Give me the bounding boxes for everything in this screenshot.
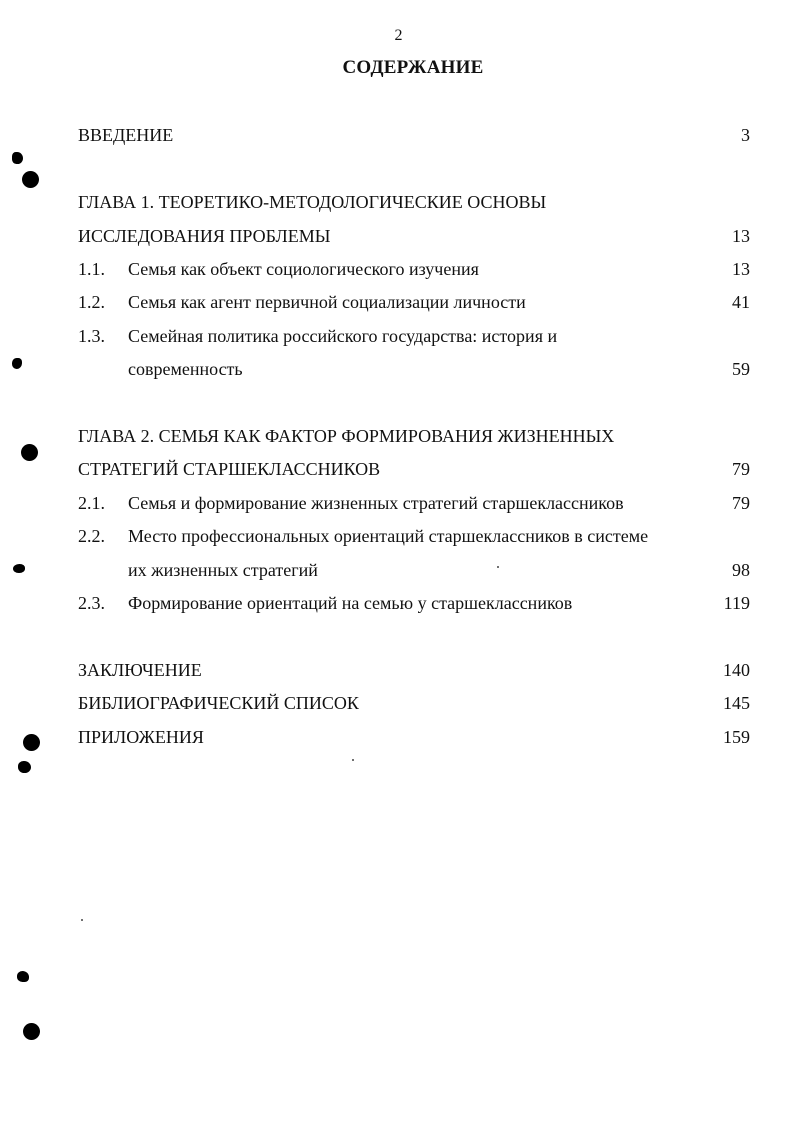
toc-chapter-label: СТРАТЕГИЙ СТАРШЕКЛАССНИКОВ bbox=[78, 459, 381, 479]
scan-blot bbox=[18, 761, 31, 773]
scan-speck bbox=[352, 759, 354, 761]
toc-chapter-2-heading-line-1[interactable] bbox=[78, 423, 750, 449]
toc-section-2-1[interactable] bbox=[78, 490, 750, 516]
scan-blot bbox=[13, 564, 25, 573]
toc-section-label: Формирование ориентаций на семью у старшеклассников bbox=[128, 593, 573, 613]
toc-section-label: Семейная политика российского государства: история и bbox=[128, 326, 558, 346]
toc-section-label: их жизненных стратегий bbox=[128, 560, 318, 580]
toc-section-number: 2.2. bbox=[78, 526, 105, 546]
toc-entry-page: 98 bbox=[732, 560, 750, 580]
scan-blot bbox=[17, 971, 29, 982]
toc-entry-page: 41 bbox=[732, 292, 750, 312]
toc-entry-page: 79 bbox=[732, 493, 750, 513]
punch-hole bbox=[21, 444, 38, 461]
toc-entry-bibliography[interactable] bbox=[78, 690, 750, 716]
scan-blot bbox=[12, 358, 22, 369]
toc-section-1-3-line-2[interactable] bbox=[78, 356, 750, 382]
toc-section-label: Место профессиональных ориентаций старшеклассников в системе bbox=[128, 526, 649, 546]
toc-section-label: Семья и формирование жизненных стратегий старшеклассников bbox=[128, 493, 624, 513]
toc-section-2-3[interactable] bbox=[78, 590, 750, 616]
punch-hole bbox=[22, 171, 39, 188]
toc-entry-page: 145 bbox=[723, 693, 750, 713]
toc-chapter-label: ГЛАВА 1. ТЕОРЕТИКО-МЕТОДОЛОГИЧЕСКИЕ ОСНОВЫ bbox=[78, 192, 547, 212]
toc-entry-page: 13 bbox=[732, 259, 750, 279]
toc-section-label: современность bbox=[128, 359, 243, 379]
toc-section-2-2-line-1[interactable] bbox=[78, 523, 750, 549]
toc-entry-conclusion[interactable] bbox=[78, 657, 750, 683]
toc-entry-page: 159 bbox=[723, 727, 750, 747]
toc-entry-label: ЗАКЛЮЧЕНИЕ bbox=[78, 660, 202, 680]
toc-section-1-1[interactable] bbox=[78, 256, 750, 282]
toc-chapter-label: ИССЛЕДОВАНИЯ ПРОБЛЕМЫ bbox=[78, 226, 331, 246]
toc-section-number: 1.2. bbox=[78, 292, 105, 312]
toc-section-2-2-line-2[interactable] bbox=[78, 557, 750, 583]
toc-section-1-2[interactable] bbox=[78, 289, 750, 315]
toc-chapter-label: ГЛАВА 2. СЕМЬЯ КАК ФАКТОР ФОРМИРОВАНИЯ ЖИЗНЕННЫХ bbox=[78, 426, 615, 446]
toc-chapter-2-heading-line-2[interactable] bbox=[78, 456, 750, 482]
punch-hole bbox=[23, 734, 40, 751]
toc-section-number: 2.1. bbox=[78, 493, 105, 513]
toc-section-1-3-line-1[interactable] bbox=[78, 323, 750, 349]
toc-entry-introduction[interactable] bbox=[78, 122, 750, 148]
toc-entry-page: 79 bbox=[732, 459, 750, 479]
punch-hole bbox=[23, 1023, 40, 1040]
toc-entry-page: 13 bbox=[732, 226, 750, 246]
toc-section-number: 2.3. bbox=[78, 593, 105, 613]
scan-blot bbox=[12, 152, 23, 164]
toc-section-label: Семья как объект социологического изучения bbox=[128, 259, 479, 279]
toc-entry-label: БИБЛИОГРАФИЧЕСКИЙ СПИСОК bbox=[78, 693, 359, 713]
page-number: 2 bbox=[394, 27, 403, 44]
toc-chapter-1-heading-line-1[interactable] bbox=[78, 189, 750, 215]
toc-section-number: 1.1. bbox=[78, 259, 105, 279]
toc-entry-label: ПРИЛОЖЕНИЯ bbox=[78, 727, 204, 747]
toc-section-label: Семья как агент первичной социализации личности bbox=[128, 292, 526, 312]
scan-speck bbox=[81, 919, 83, 921]
toc-entry-page: 3 bbox=[741, 125, 750, 145]
toc-entry-page: 140 bbox=[723, 660, 750, 680]
toc-entry-page: 119 bbox=[723, 593, 750, 613]
page-title: СОДЕРЖАНИЕ bbox=[342, 57, 484, 78]
toc-entry-page: 59 bbox=[732, 359, 750, 379]
scan-speck bbox=[497, 566, 499, 568]
toc-entry-label: ВВЕДЕНИЕ bbox=[78, 125, 174, 145]
toc-entry-appendices[interactable] bbox=[78, 724, 750, 750]
toc-section-number: 1.3. bbox=[78, 326, 105, 346]
toc-chapter-1-heading-line-2[interactable] bbox=[78, 223, 750, 249]
